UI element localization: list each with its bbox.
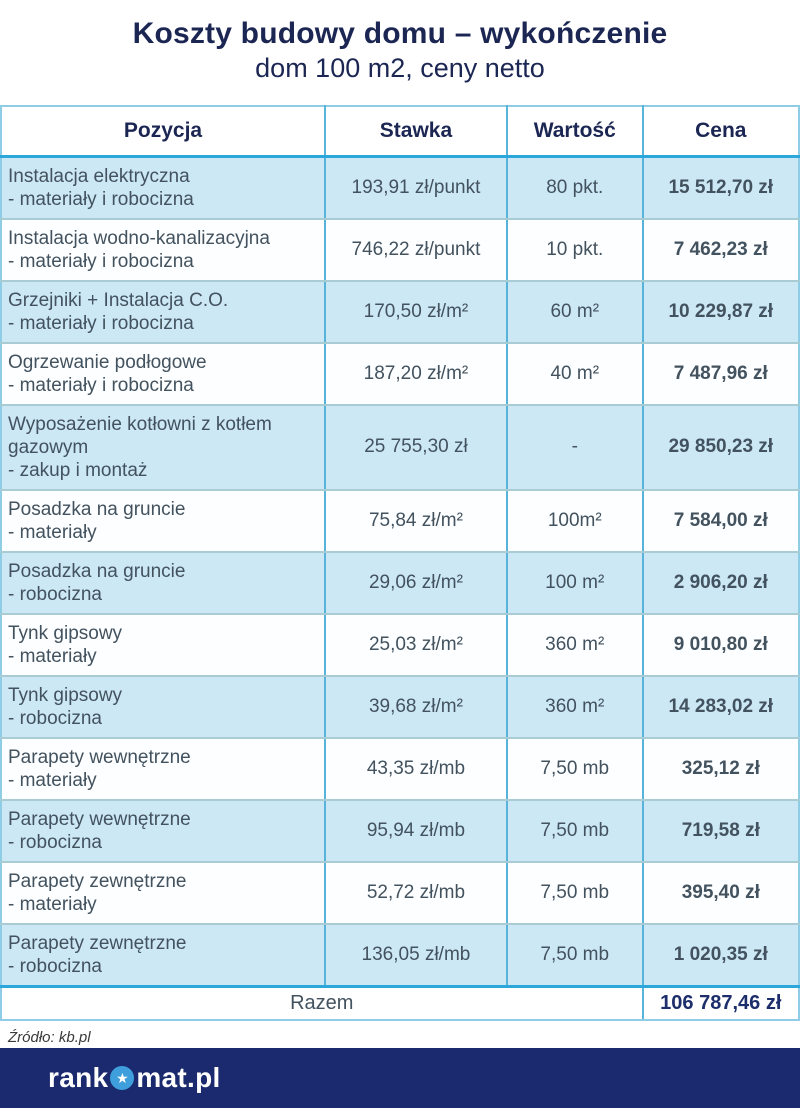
total-row	[1, 986, 799, 1020]
row-detail: - robocizna	[8, 583, 102, 605]
row-price: 7 487,96 zł	[643, 343, 799, 405]
row-rate: 39,68 zł/m²	[325, 676, 507, 738]
row-price: 1 020,35 zł	[643, 924, 799, 987]
row-detail: - materiały	[8, 893, 97, 915]
row-detail: - materiały i robocizna	[8, 250, 194, 272]
title-block	[0, 0, 800, 84]
row-qty: 100 m²	[507, 552, 643, 614]
table-row	[1, 614, 799, 676]
row-price: 2 906,20 zł	[643, 552, 799, 614]
page-subtitle: dom 100 m2, ceny netto	[255, 53, 545, 83]
row-name: Parapety zewnętrzne	[8, 870, 187, 892]
row-qty: -	[507, 405, 643, 490]
row-detail: - materiały	[8, 769, 97, 791]
row-name: Parapety wewnętrzne	[8, 746, 191, 768]
row-detail: - robocizna	[8, 831, 102, 853]
table-row	[1, 490, 799, 552]
table-row	[1, 156, 799, 219]
row-price: 395,40 zł	[643, 862, 799, 924]
row-price: 7 462,23 zł	[643, 219, 799, 281]
row-qty: 10 pkt.	[507, 219, 643, 281]
row-rate: 95,94 zł/mb	[325, 800, 507, 862]
row-price: 14 283,02 zł	[643, 676, 799, 738]
row-name: Parapety wewnętrzne	[8, 808, 191, 830]
row-price: 9 010,80 zł	[643, 614, 799, 676]
logo-text-right: mat.pl	[136, 1062, 221, 1093]
table-header-row	[1, 106, 799, 156]
row-rate: 52,72 zł/mb	[325, 862, 507, 924]
row-price: 7 584,00 zł	[643, 490, 799, 552]
rankomat-logo	[48, 1062, 221, 1094]
table-row	[1, 343, 799, 405]
row-detail: - materiały i robocizna	[8, 374, 194, 396]
row-price: 29 850,23 zł	[643, 405, 799, 490]
row-price: 15 512,70 zł	[643, 156, 799, 219]
row-name: Parapety zewnętrzne	[8, 932, 187, 954]
row-name: Grzejniki + Instalacja C.O.	[8, 289, 229, 311]
row-rate: 746,22 zł/punkt	[325, 219, 507, 281]
row-rate: 43,35 zł/mb	[325, 738, 507, 800]
row-qty: 360 m²	[507, 676, 643, 738]
row-qty: 60 m²	[507, 281, 643, 343]
row-name: Posadzka na gruncie	[8, 560, 186, 582]
row-detail: - materiały i robocizna	[8, 188, 194, 210]
total-label: Razem	[1, 986, 643, 1020]
table-row	[1, 281, 799, 343]
table-row	[1, 862, 799, 924]
row-qty: 360 m²	[507, 614, 643, 676]
row-detail: - materiały	[8, 521, 97, 543]
row-detail: - robocizna	[8, 707, 102, 729]
row-detail: - materiały	[8, 645, 97, 667]
row-qty: 100m²	[507, 490, 643, 552]
row-qty: 40 m²	[507, 343, 643, 405]
row-rate: 187,20 zł/m²	[325, 343, 507, 405]
row-rate: 25 755,30 zł	[325, 405, 507, 490]
row-qty: 80 pkt.	[507, 156, 643, 219]
row-name: Instalacja wodno-kanalizacyjna	[8, 227, 270, 249]
row-detail: - materiały i robocizna	[8, 312, 194, 334]
table-row	[1, 405, 799, 490]
table-row	[1, 924, 799, 987]
table-row	[1, 676, 799, 738]
row-price: 10 229,87 zł	[643, 281, 799, 343]
row-detail: - zakup i montaż	[8, 459, 148, 481]
column-header-cena: Cena	[643, 106, 799, 156]
row-rate: 170,50 zł/m²	[325, 281, 507, 343]
row-name: Wyposażenie kotłowni z kotłem gazowym	[8, 413, 272, 458]
row-rate: 75,84 zł/m²	[325, 490, 507, 552]
row-qty: 7,50 mb	[507, 862, 643, 924]
column-header-stawka: Stawka	[325, 106, 507, 156]
table-row	[1, 552, 799, 614]
table-row	[1, 800, 799, 862]
row-qty: 7,50 mb	[507, 800, 643, 862]
table-row	[1, 738, 799, 800]
column-header-pozycja: Pozycja	[1, 106, 325, 156]
row-price: 325,12 zł	[643, 738, 799, 800]
row-qty: 7,50 mb	[507, 738, 643, 800]
row-name: Ogrzewanie podłogowe	[8, 351, 207, 373]
row-name: Posadzka na gruncie	[8, 498, 186, 520]
logo-text-left: rank	[48, 1062, 109, 1093]
star-icon: ★	[110, 1066, 134, 1090]
row-rate: 29,06 zł/m²	[325, 552, 507, 614]
row-rate: 25,03 zł/m²	[325, 614, 507, 676]
row-price: 719,58 zł	[643, 800, 799, 862]
row-rate: 193,91 zł/punkt	[325, 156, 507, 219]
row-name: Tynk gipsowy	[8, 684, 123, 706]
table-body	[1, 156, 799, 986]
page-title: Koszty budowy domu – wykończenie	[132, 17, 668, 50]
source-note: Źródło: kb.pl	[8, 1029, 91, 1046]
column-header-wartosc: Wartość	[507, 106, 643, 156]
footer-bar	[0, 1048, 800, 1108]
row-name: Instalacja elektryczna	[8, 165, 190, 187]
row-qty: 7,50 mb	[507, 924, 643, 987]
row-detail: - robocizna	[8, 955, 102, 977]
row-rate: 136,05 zł/mb	[325, 924, 507, 987]
table-row	[1, 219, 799, 281]
row-name: Tynk gipsowy	[8, 622, 123, 644]
total-value: 106 787,46 zł	[643, 986, 799, 1020]
cost-table	[0, 105, 800, 1021]
